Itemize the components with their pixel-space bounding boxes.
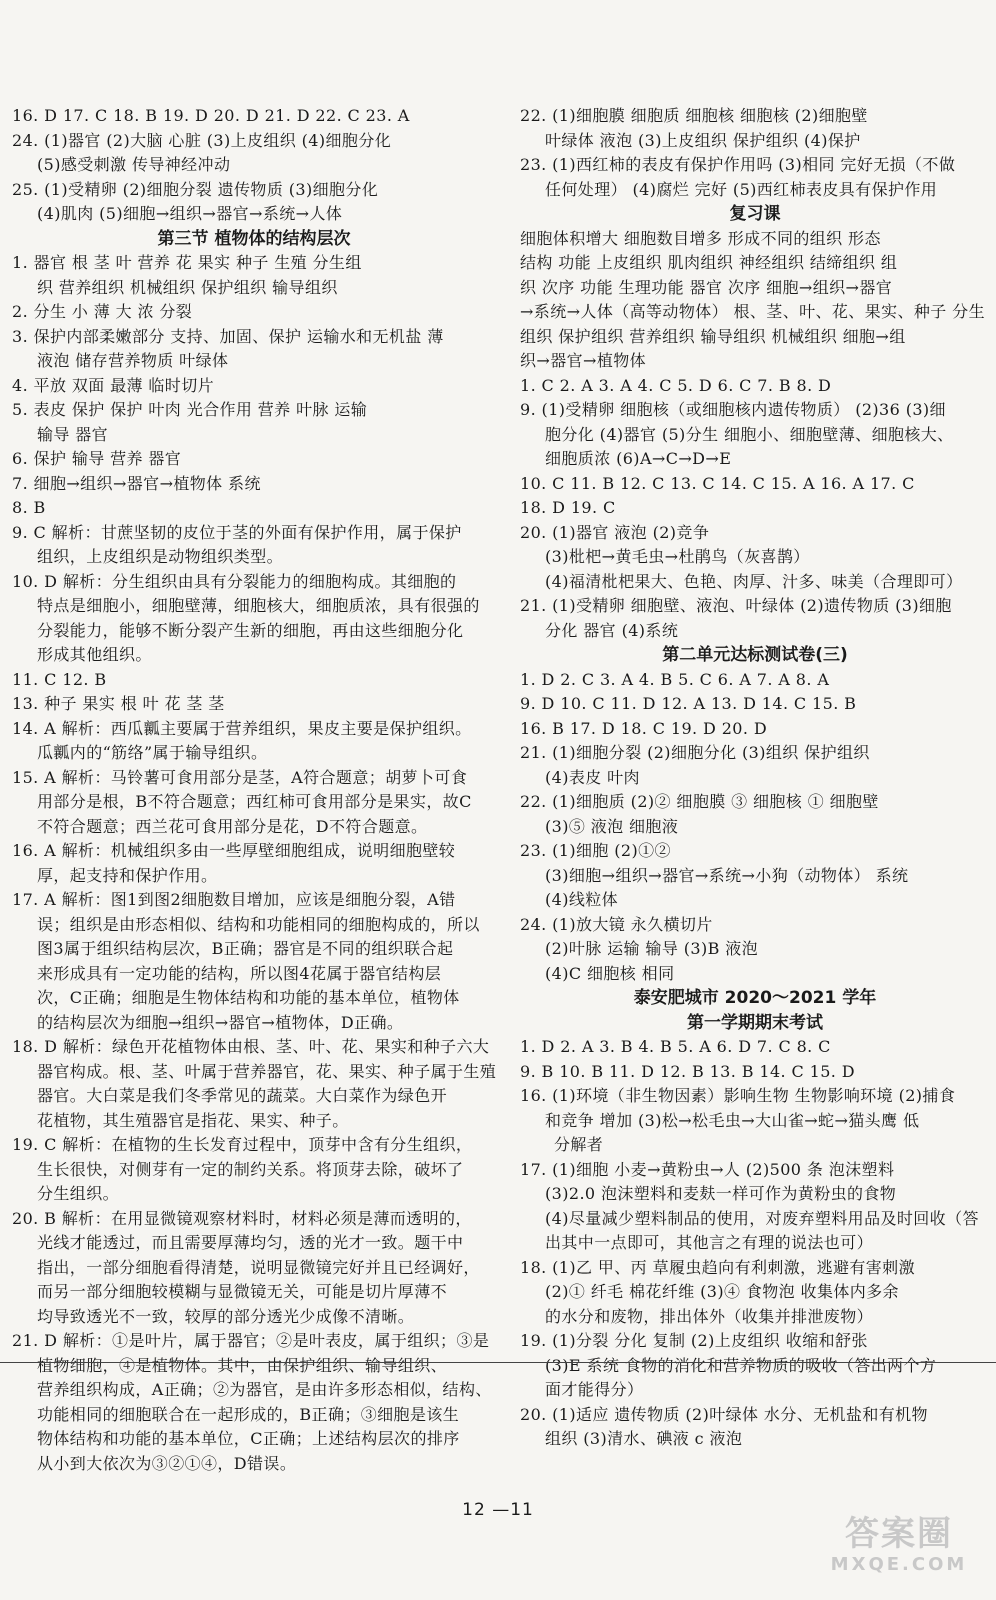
answer-line: →系统→人体（高等动物体） 根、茎、叶、花、果实、种子 分生 <box>520 302 985 321</box>
answer-continuation-line: 组织 (3)清水、碘液 c 液泡 <box>545 1429 743 1448</box>
answer-continuation-line: 功能相同的细胞联合在一起形成的，B正确；③细胞是该生 <box>37 1404 460 1424</box>
answer-continuation-line: (5)感受刺激 传导神经冲动 <box>37 155 231 174</box>
answer-line: 18. D 19. C <box>520 498 616 517</box>
answer-line: 18. (1)乙 甲、丙 草履虫趋向有利刺激，逃避有害刺激 <box>520 1257 915 1277</box>
section-heading: 复习课 <box>729 204 781 224</box>
answer-line: 1. D 2. A 3. B 4. B 5. A 6. D 7. C 8. C <box>520 1037 831 1056</box>
section-divider <box>0 1362 996 1363</box>
answer-continuation-line: 的结构层次为细胞→组织→器官→植物体，D正确。 <box>37 1012 404 1032</box>
answer-line: 7. 细胞→组织→器官→植物体 系统 <box>12 473 261 493</box>
answer-continuation-line: 分化 器官 (4)系统 <box>545 620 679 640</box>
answer-line: 14. A 解析：西瓜瓤主要属于营养组织，果皮主要是保护组织。 <box>12 718 472 738</box>
section-heading: 第三节 植物体的结构层次 <box>157 228 351 249</box>
answer-line: 9. B 10. B 11. D 12. B 13. B 14. C 15. D <box>520 1061 855 1081</box>
answer-continuation-line: 营养组织构成，A正确；②为器官，是由许多形态相似，结构、 <box>37 1380 492 1399</box>
answer-line: 16. A 解析：机械组织多由一些厚壁细胞组成，说明细胞壁较 <box>12 841 456 860</box>
answer-line: 4. 平放 双面 最薄 临时切片 <box>12 375 215 395</box>
answer-continuation-line: (4)尽量减少塑料制品的使用，对废弃塑料用品及时回收（答 <box>545 1208 979 1228</box>
answer-line: 21. D 解析：①是叶片，属于器官；②是叶表皮，属于组织；③是 <box>12 1331 490 1350</box>
answer-line: 20. (1)器官 液泡 (2)竞争 <box>520 522 710 542</box>
answer-line: 22. (1)细胞质 (2)② 细胞膜 ③ 细胞核 ① 细胞壁 <box>520 792 879 811</box>
page-number: 12 —11 <box>462 1500 534 1520</box>
section-heading: 泰安肥城市 2020～2021 学年 <box>633 988 877 1008</box>
answer-continuation-line: (2)叶脉 运输 输导 (3)B 液泡 <box>545 939 759 958</box>
answer-line: 24. (1)器官 (2)大脑 心脏 (3)上皮组织 (4)细胞分化 <box>12 130 392 150</box>
answer-line: 1. C 2. A 3. A 4. C 5. D 6. C 7. B 8. D <box>520 375 832 395</box>
answer-continuation-line: 输导 器官 <box>37 424 109 444</box>
answer-continuation-line: (3)⑤ 液泡 细胞液 <box>545 816 679 836</box>
answer-continuation-line: 形成其他组织。 <box>37 645 152 664</box>
answer-continuation-line: (4)福清枇杷果大、色艳、肉厚、汁多、味美（合理即可） <box>545 571 963 591</box>
answer-continuation-line: 花植物，其生殖器官是指花、果实、种子。 <box>37 1110 349 1130</box>
answer-line: 1. 器官 根 茎 叶 营养 花 果实 种子 生殖 分生组 <box>12 253 362 272</box>
answer-line: 23. (1)西红柿的表皮有保护作用吗 (3)相同 完好无损（不做 <box>520 155 956 174</box>
answer-continuation-line: 生长很快，对侧芽有一定的制约关系。将顶芽去除，破坏了 <box>37 1159 464 1179</box>
answer-line: 9. D 10. C 11. D 12. A 13. D 14. C 15. B <box>520 694 857 713</box>
answer-continuation-line: 任何处理） (4)腐烂 完好 (5)西红柿表皮具有保护作用 <box>545 179 938 199</box>
watermark-domain: MXQE.COM <box>830 1554 968 1575</box>
answer-line: 22. (1)细胞膜 细胞质 细胞核 细胞核 (2)细胞壁 <box>520 106 868 125</box>
answer-line: 9. C 解析：甘蔗坚韧的皮位于茎的外面有保护作用，属于保护 <box>12 522 462 542</box>
answer-continuation-line: 特点是细胞小，细胞壁薄，细胞核大，细胞质浓，具有很强的 <box>37 596 480 615</box>
answer-line: 20. (1)适应 遗传物质 (2)叶绿体 水分、无机盐和有机物 <box>520 1404 928 1424</box>
answer-line: 15. A 解析：马铃薯可食用部分是茎，A符合题意；胡萝卜可食 <box>12 767 468 787</box>
answer-line: 13. 种子 果实 根 叶 花 茎 茎 <box>12 694 225 713</box>
answer-continuation-line: (4)C 细胞核 相同 <box>545 963 675 983</box>
answer-continuation-line: (4)肌肉 (5)细胞→组织→器官→系统→人体 <box>37 204 343 223</box>
answer-line: 20. B 解析：在用显微镜观察材料时，材料必须是薄而透明的， <box>12 1208 472 1228</box>
answer-continuation-line: 液泡 储存营养物质 叶绿体 <box>37 351 229 370</box>
answer-line: 1. D 2. C 3. A 4. B 5. C 6. A 7. A 8. A <box>520 669 830 689</box>
answer-continuation-line: 织 营养组织 机械组织 保护组织 输导组织 <box>37 277 338 297</box>
watermark-logo-text: 答案圈 <box>845 1514 953 1554</box>
answer-continuation-line: 指出，一部分细胞看得清楚，说明显微镜完好并且已经调好， <box>37 1257 480 1277</box>
answer-continuation-line: 的水分和废物，排出体外（收集并排泄废物） <box>545 1306 874 1326</box>
answer-line: 11. C 12. B <box>12 669 107 689</box>
answer-continuation-line: 不符合题意；西兰花可食用部分是花，D不符合题意。 <box>37 816 428 836</box>
answer-line: 结构 功能 上皮组织 肌肉组织 神经组织 结缔组织 组 <box>520 253 898 272</box>
answer-continuation-line: 而另一部分细胞较模糊与显微镜无关，可能是切片厚薄不 <box>37 1282 448 1301</box>
answer-continuation-line: 图3属于组织结构层次，B正确；器官是不同的组织联合起 <box>37 939 454 958</box>
answer-continuation-line: 分裂能力，能够不断分裂产生新的细胞，再由这些细胞分化 <box>37 620 464 640</box>
answer-continuation-line: 出其中一点即可，其他言之有理的说法也可） <box>545 1233 874 1252</box>
answer-line: 24. (1)放大镜 永久横切片 <box>520 914 713 934</box>
answer-line: 17. A 解析：图1到图2细胞数目增加，应该是细胞分裂，A错 <box>12 890 456 909</box>
answer-continuation-line: 面才能得分） <box>545 1380 644 1399</box>
answer-continuation-line: 次，C正确；细胞是生物体结构和功能的基本单位，植物体 <box>37 988 460 1007</box>
section-heading: 第一学期期末考试 <box>687 1012 823 1033</box>
answer-line: 21. (1)受精卵 细胞壁、液泡、叶绿体 (2)遗传物质 (3)细胞 <box>520 596 952 615</box>
section-heading: 第二单元达标测试卷(三) <box>662 645 848 665</box>
answer-continuation-line: 误；组织是由形态相似、结构和功能相同的细胞构成的，所以 <box>37 914 480 934</box>
answer-line: 6. 保护 输导 营养 器官 <box>12 449 182 468</box>
answer-continuation-line: 瓜瓤内的“筋络”属于输导组织。 <box>37 743 268 762</box>
answer-continuation-line: 器官。大白菜是我们冬季常见的蔬菜。大白菜作为绿色开 <box>37 1086 448 1105</box>
answer-continuation-line: (3)细胞→组织→器官→系统→小狗（动物体） 系统 <box>545 865 909 885</box>
answer-line: 2. 分生 小 薄 大 浓 分裂 <box>12 302 193 321</box>
answer-continuation-line: (2)① 纤毛 棉花纤维 (3)④ 食物泡 收集体内多余 <box>545 1282 899 1301</box>
answer-continuation-line: 光线才能透过，而且需要厚薄均匀，透的光才一致。题干中 <box>37 1233 464 1252</box>
answer-continuation-line: 器官构成。根、茎、叶属于营养器官，花、果实、种子属于生殖 <box>37 1061 496 1081</box>
answer-line: 19. (1)分裂 分化 复制 (2)上皮组织 收缩和舒张 <box>520 1331 868 1350</box>
answer-continuation-line: (4)表皮 叶肉 <box>545 767 640 787</box>
answer-line: 16. D 17. C 18. B 19. D 20. D 21. D 22. C 23. A <box>12 106 410 125</box>
answer-continuation-line: (3)E 系统 食物的消化和营养物质的吸收（答出两个方 <box>545 1355 937 1375</box>
answer-line: 3. 保护内部柔嫩部分 支持、加固、保护 运输水和无机盐 薄 <box>12 326 444 346</box>
answer-continuation-line: 厚，起支持和保护作用。 <box>37 865 218 885</box>
answer-continuation-line: (3)2.0 泡沫塑料和麦麸一样可作为黄粉虫的食物 <box>545 1184 897 1203</box>
answer-line: 23. (1)细胞 (2)①② <box>520 841 671 860</box>
answer-line: 织 次序 功能 生理功能 器官 次序 细胞→组织→器官 <box>520 277 893 297</box>
answer-continuation-line: 分生组织。 <box>37 1184 120 1203</box>
answer-line: 10. C 11. B 12. C 13. C 14. C 15. A 16. A 17. C <box>520 473 915 493</box>
answer-continuation-line: 物体结构和功能的基本单位，C正确；上述结构层次的排序 <box>37 1429 460 1448</box>
left-column <box>12 104 496 1476</box>
answer-line: 组织 保护组织 营养组织 输导组织 机械组织 细胞→组 <box>520 326 906 346</box>
answer-continuation-line: 叶绿体 液泡 (3)上皮组织 保护组织 (4)保护 <box>545 130 861 150</box>
answer-continuation-line: 和竞争 增加 (3)松→松毛虫→大山雀→蛇→猫头鹰 低 <box>545 1110 920 1130</box>
answer-line: 25. (1)受精卵 (2)细胞分裂 遗传物质 (3)细胞分化 <box>12 179 379 199</box>
answer-line: 19. C 解析：在植物的生长发育过程中，顶芽中含有分生组织， <box>12 1135 473 1154</box>
answer-line: 8. B <box>12 498 46 517</box>
answer-line: 9. (1)受精卵 细胞核（或细胞核内遗传物质） (2)36 (3)细 <box>520 400 946 419</box>
answer-continuation-line: 分解者 <box>554 1135 604 1154</box>
answer-continuation-line: 胞分化 (4)器官 (5)分生 细胞小、细胞壁薄、细胞核大、 <box>545 424 954 444</box>
answer-line: 18. D 解析：绿色开花植物体由根、茎、叶、花、果实和种子六大 <box>12 1037 490 1056</box>
answer-continuation-line: 均导致透光不一致，较厚的部分透光少成像不清晰。 <box>37 1306 415 1326</box>
answer-line: 织→器官→植物体 <box>520 351 647 370</box>
answer-continuation-line: 从小到大依次为③②①④，D错误。 <box>37 1453 297 1473</box>
answer-line: 17. (1)细胞 小麦→黄粉虫→人 (2)500 条 泡沫塑料 <box>520 1159 895 1179</box>
answer-continuation-line: (3)枇杷→黄毛虫→杜鹃鸟（灰喜鹊） <box>545 547 810 566</box>
answer-line: 5. 表皮 保护 保护 叶肉 光合作用 营养 叶脉 运输 <box>12 400 368 419</box>
answer-continuation-line: 用部分是根，B不符合题意；西红柿可食用部分是果实，故C <box>37 792 472 811</box>
answer-line: 细胞体积增大 细胞数目增多 形成不同的组织 形态 <box>520 228 881 248</box>
answer-continuation-line: 植物细胞，④是植物体。其中，由保护组织、输导组织、 <box>37 1355 448 1375</box>
answer-line: 16. B 17. D 18. C 19. D 20. D <box>520 718 768 738</box>
answer-continuation-line: 来形成具有一定功能的结构，所以图4花属于器官结构层 <box>37 963 442 983</box>
site-watermark-logo <box>824 1514 974 1586</box>
answer-line: 16. (1)环境（非生物因素）影响生物 生物影响环境 (2)捕食 <box>520 1086 956 1105</box>
answer-line: 21. (1)细胞分裂 (2)细胞分化 (3)组织 保护组织 <box>520 743 870 762</box>
right-column <box>520 104 990 1452</box>
answer-continuation-line: 细胞质浓 (6)A→C→D→E <box>545 449 732 468</box>
answer-continuation-line: (4)线粒体 <box>545 890 619 909</box>
answer-continuation-line: 组织，上皮组织是动物组织类型。 <box>37 547 284 566</box>
answer-line: 10. D 解析：分生组织由具有分裂能力的细胞构成。其细胞的 <box>12 571 457 591</box>
